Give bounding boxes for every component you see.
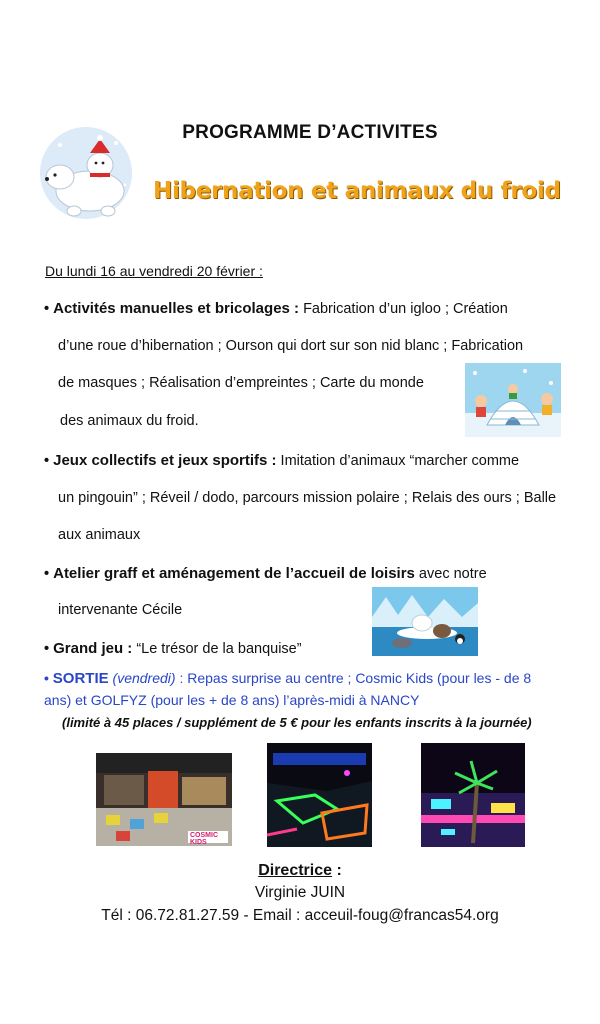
page-subtitle: Hibernation et animaux du froid (153, 178, 561, 204)
bullet-icon: • (44, 670, 53, 686)
page-title: PROGRAMME D’ACTIVITES (182, 122, 438, 143)
activity-sports-line-1 (44, 452, 519, 469)
outing-line-1 (44, 670, 531, 687)
director-name: Virginie JUIN (254, 884, 346, 901)
activity-sports-text-2: un pingouin” ; Réveil / dodo, parcours mission polaire ; Relais des ours ; Balle (58, 490, 557, 506)
limit-text-c: / supplément de (173, 715, 280, 730)
activity-graff-line-1 (44, 565, 487, 582)
outing-text-1: : Repas surprise au centre ; Cosmic Kids (pour les - de 8 (175, 670, 532, 686)
activity-sports-text-3: aux animaux (58, 527, 141, 543)
outing-title: SORTIE (52, 670, 109, 687)
igloo-kids-image (465, 363, 561, 437)
limit-price: 5 € (279, 715, 298, 730)
director-heading (0, 862, 600, 880)
limit-text-e: pour les enfants inscrits à la journée) (297, 715, 532, 730)
activity-manual-text-2: d’une roue d’hibernation ; Ourson qui dort sur son nid blanc ; Fabrication (58, 338, 524, 354)
activity-sports-text-1: Imitation d’animaux “marcher comme (276, 453, 520, 469)
activity-graff-text-2: intervenante Cécile (58, 602, 183, 618)
date-range: Du lundi 16 au vendredi 20 février : (45, 263, 263, 279)
activity-manual-title: Activités manuelles et bricolages : (53, 300, 300, 317)
activity-manual-line-1 (44, 300, 508, 317)
outing-text-2: ans) et GOLFYZ (pour les + de 8 ans) l’après-midi à NANCY (44, 692, 420, 708)
polar-animals-image (372, 587, 478, 656)
activity-graff-title: Atelier graff et aménagement de l’accueil de loisirs (53, 565, 415, 582)
cosmic-kids-image (96, 753, 232, 846)
activity-game-text: “Le trésor de la banquise” (132, 641, 302, 657)
limit-text-a: (limité à (62, 715, 115, 730)
limit-places: 45 places (114, 715, 174, 730)
bullet-icon: • (44, 453, 54, 469)
activity-manual-text-3: de masques ; Réalisation d’empreintes ; Carte du monde (58, 375, 424, 391)
bullet-icon: • (44, 301, 54, 317)
polar-bear-logo (30, 125, 142, 220)
glow-golf-image-2 (421, 743, 525, 847)
activity-game-title: Grand jeu : (53, 640, 133, 657)
outing-limit-note (62, 715, 532, 730)
activity-manual-text-4: des animaux du froid. (60, 413, 199, 429)
director-role-colon: : (332, 862, 342, 879)
activity-graff-text-1: avec notre (414, 566, 487, 582)
outing-day: (vendredi) (108, 670, 176, 686)
bullet-icon: • (44, 566, 54, 582)
cosmic-kids-logo-text: COSMIC KIDS (190, 832, 218, 846)
director-role: Directrice (258, 862, 333, 879)
activity-sports-title: Jeux collectifs et jeux sportifs : (53, 452, 277, 469)
activity-game-line (44, 640, 302, 657)
contact-info: Tél : 06.72.81.27.59 - Email : acceuil-foug@francas54.org (101, 907, 499, 924)
bullet-icon: • (44, 641, 54, 657)
activity-manual-text-1: Fabrication d’un igloo ; Création (299, 301, 508, 317)
glow-golf-image-1 (267, 743, 372, 847)
